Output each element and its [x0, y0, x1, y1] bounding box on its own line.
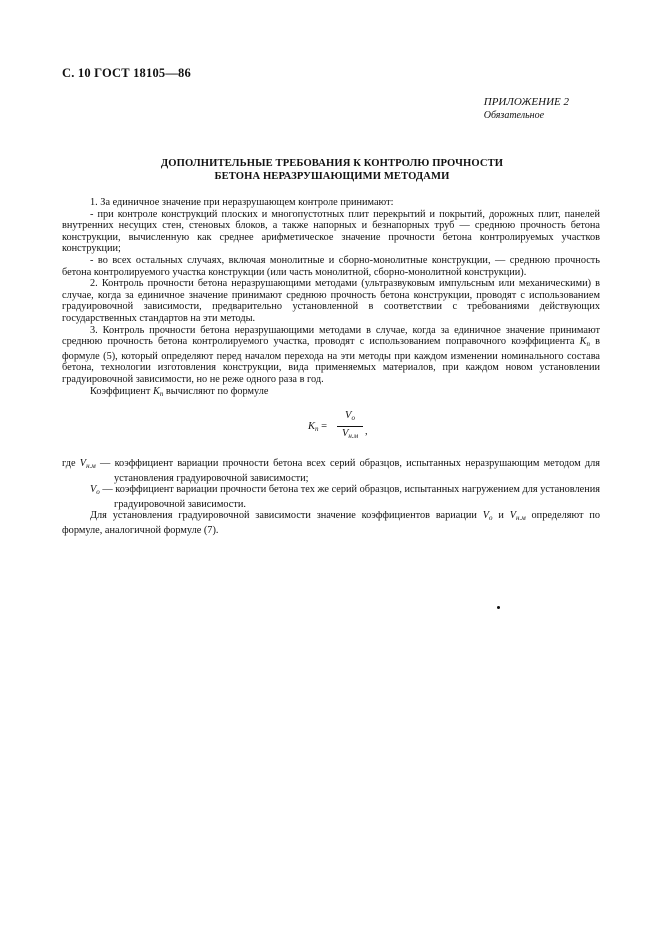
definition-vo: $V_о$ — коэффициент вариации прочности бетона тех же серий образцов, испытанных нагружением для установления градуировочной зависимости.	[90, 484, 600, 510]
formula-numerator: $V_о$	[337, 410, 363, 427]
section-title	[62, 158, 602, 183]
paragraph-3	[62, 325, 600, 386]
body-text	[62, 197, 600, 537]
formula-comma: ,	[365, 426, 368, 438]
formula	[62, 404, 600, 452]
title-line-2: БЕТОНА НЕРАЗРУШАЮЩИМИ МЕТОДАМИ	[214, 170, 450, 182]
k-symbol: $K_п$	[579, 336, 590, 349]
stray-dot	[497, 606, 500, 609]
formula-fraction	[337, 410, 363, 442]
formula-denominator: $V_{н.м}$	[341, 427, 359, 440]
definition-vnm: где $V_{н.м}$ — коэффициент вариации прочности бетона всех серий образцов, испытанных неразрушающим методом для установления градуировочной зависимости;	[62, 458, 600, 484]
page-header: С. 10 ГОСТ 18105—86	[62, 66, 191, 80]
final-paragraph: Для установления градуировочной зависимости значение коэффициентов вариации $V_о$ и $V_{н.м}$ определяют по формуле, аналогичной формуле (7).	[62, 510, 600, 537]
paragraph-2: 2. Контроль прочности бетона неразрушающими методами (ультразвуковым импульсным или механическими) в случае, когда за единичное значение принимают среднюю прочность бетона конструкции, проводят с использованием градуировочной зависимости, предварительно установленной в соответствии с требованиями действующих государственных стандартов на эти методы.	[62, 278, 600, 324]
p4-end: вычисляют по формуле	[165, 385, 269, 397]
appendix-status: Обязательное	[483, 110, 545, 121]
formula-lhs: $K_п$ =	[308, 421, 328, 434]
paragraph-1a: - при контроле конструкций плоских и многопустотных плит перекрытий и покрытий, дорожных плит, панелей внутренних несущих стен, стеновых блоков, а также напорных и безнапорных труб — среднюю прочность бетона конструкции, вычисленную как среднее арифметическое значение прочности бетона контролируемых участков конструкции;	[62, 208, 600, 255]
k-symbol-2: $K_п$	[152, 385, 164, 398]
title-line-1: ДОПОЛНИТЕЛЬНЫЕ ТРЕБОВАНИЯ К КОНТРОЛЮ ПРОЧНОСТИ	[160, 158, 504, 169]
p3-start: 3. Контроль прочности бетона неразрушающими методами в случае, когда за единичное значение принимают среднюю прочность бетона контролируемого участка, проводят с использованием поправочного коэффициента	[62, 324, 600, 348]
paragraph-4	[62, 386, 600, 401]
p3-end: в формуле (5), который определяют перед началом перехода на эти методы при каждом изменении номинального состава бетона, технологии изготовления конструкции, вида применяемых материалов, при каждом новом установлении градуировочной зависимости, но не реже одного раза в год.	[62, 336, 600, 385]
definitions	[62, 458, 600, 537]
paragraph-1: 1. За единичное значение при неразрушающем контроле принимают:	[90, 197, 394, 208]
appendix-label: ПРИЛОЖЕНИЕ 2	[483, 96, 569, 108]
appendix-block	[484, 96, 569, 122]
p4-start: Коэффициент	[90, 385, 151, 397]
paragraph-1b: - во всех остальных случаях, включая монолитные и сборно-монолитные конструкции, — среднюю прочность бетона контролируемого участка конструкции (или часть монолитной, сборно-монолитной конструкции).	[62, 254, 600, 278]
